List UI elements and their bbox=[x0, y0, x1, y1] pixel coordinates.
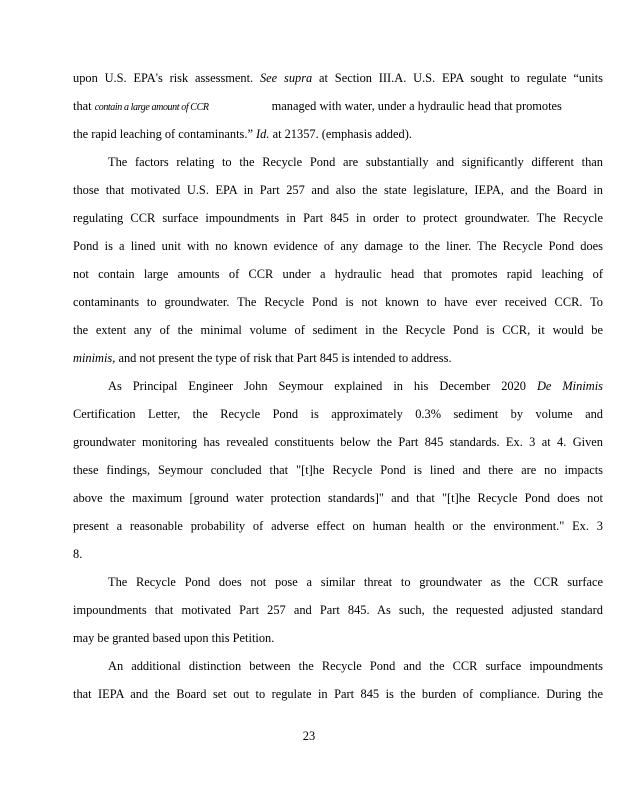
italic-term: De Minimis bbox=[536, 379, 603, 393]
emphasized-phrase: contain a large amount of CCR bbox=[94, 102, 209, 113]
body-text-line: minimis, and not present the type of risk that Part 845 is intended to address. bbox=[73, 351, 452, 365]
body-text-line: not contain large amounts of CCR under a hydraulic head that promotes rapid leaching of bbox=[73, 267, 603, 281]
body-text-line: regulating CCR surface impoundments in Part 845 in order to protect groundwater. The Recycle bbox=[73, 211, 603, 225]
body-text-line: the rapid leaching of contaminants.” Id. at 21357. (emphasis added). bbox=[73, 127, 412, 141]
body-text-line: groundwater monitoring has revealed constituents below the Part 845 standards. Ex. 3 at 4. Given bbox=[73, 435, 603, 449]
body-text-line: The factors relating to the Recycle Pond are substantially and significantly different than bbox=[108, 155, 603, 169]
body-text-line: that contain a large amount of CCR managed with water, under a hydraulic head that promotes bbox=[73, 99, 562, 113]
body-text-line: The Recycle Pond does not pose a similar threat to groundwater as the CCR surface bbox=[108, 575, 603, 589]
body-text-line: Certification Letter, the Recycle Pond is approximately 0.3% sediment by volume and bbox=[73, 407, 603, 421]
italic-term: minimis, bbox=[73, 351, 116, 365]
body-text-line: may be granted based upon this Petition. bbox=[73, 631, 275, 645]
body-text-line: 8. bbox=[73, 547, 83, 561]
body-text-line: impoundments that motivated Part 257 and Part 845. As such, the requested adjusted standard bbox=[73, 603, 603, 617]
citation-id: Id. bbox=[256, 127, 270, 141]
body-text-line: present a reasonable probability of adverse effect on human health or the environment." Ex. 3 bbox=[73, 519, 603, 533]
body-text-line: contaminants to groundwater. The Recycle Pond is not known to have ever received CCR. To bbox=[73, 295, 603, 309]
body-text-line: As Principal Engineer John Seymour explained in his December 2020 De Minimis bbox=[108, 379, 603, 393]
page-number: 23 bbox=[302, 729, 316, 743]
body-text-line: those that motivated U.S. EPA in Part 257 and also the state legislature, IEPA, and the Board in bbox=[73, 183, 603, 197]
body-text-line: Pond is a lined unit with no known evidence of any damage to the liner. The Recycle Pond does bbox=[73, 239, 603, 253]
body-text-line: the extent any of the minimal volume of sediment in the Recycle Pond is CCR, it would be bbox=[73, 323, 603, 337]
citation-signal: See supra bbox=[259, 71, 313, 85]
body-text-line: upon U.S. EPA's risk assessment. See supra at Section III.A. U.S. EPA sought to regulate “units bbox=[73, 71, 604, 85]
body-text-line: that IEPA and the Board set out to regulate in Part 845 is the burden of compliance. During the bbox=[73, 687, 603, 701]
body-text-line: above the maximum [ground water protection standards]" and that "[t]he Recycle Pond does not bbox=[73, 491, 603, 505]
body-text-line: these findings, Seymour concluded that "[t]he Recycle Pond is lined and there are no impacts bbox=[73, 463, 603, 477]
body-text-line: An additional distinction between the Recycle Pond and the CCR surface impoundments bbox=[108, 659, 603, 673]
